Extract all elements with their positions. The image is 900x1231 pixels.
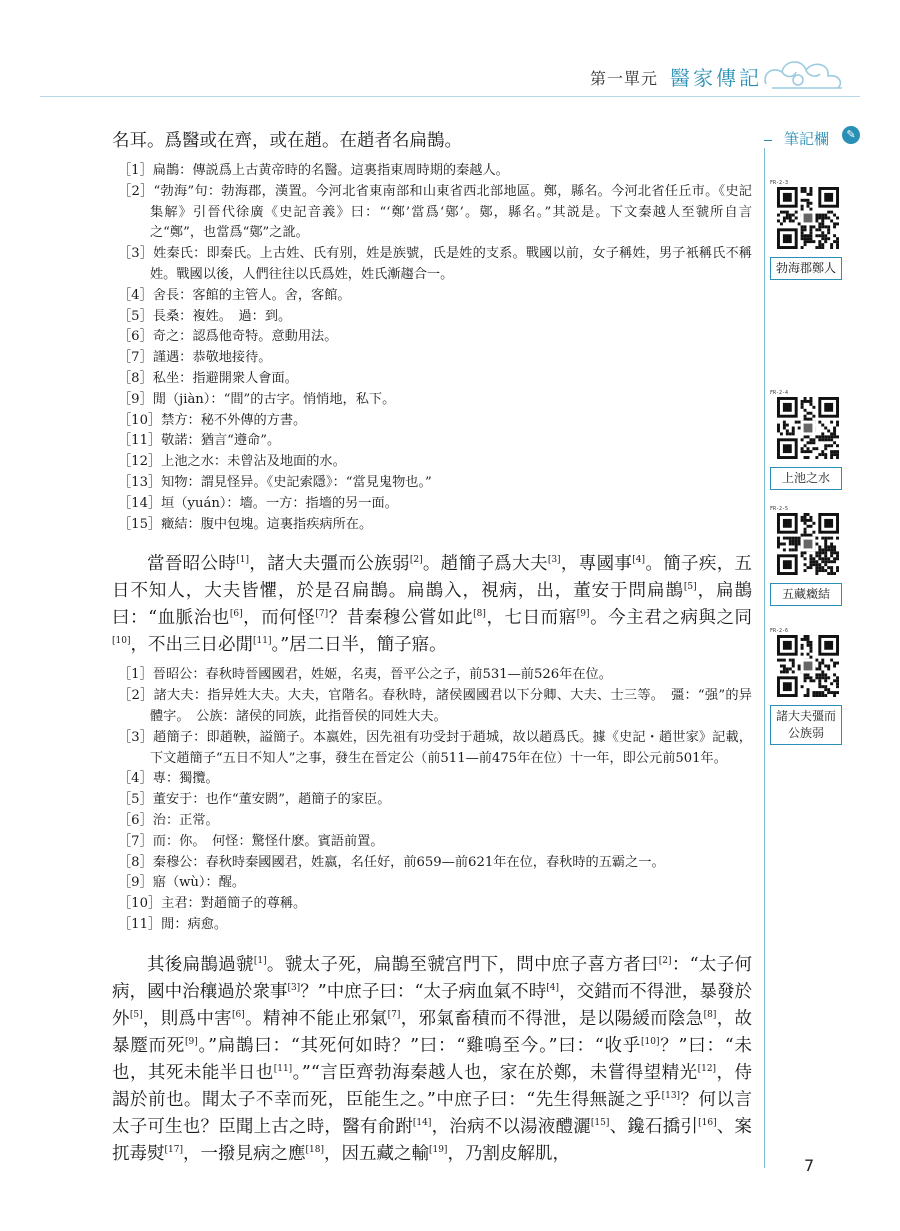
- annotation-note: ［2］諸大夫：指异姓大夫。大夫，官階名。春秋時，諸侯國國君以下分卿、大夫、士三等。 彊：“强”的异體字。 公族：諸侯的同族，此指晉侯的同姓大夫。: [118, 688, 752, 724]
- footnote-marker: [11]: [252, 636, 272, 647]
- annotation-note: ［4］專：獨攬。: [118, 771, 219, 787]
- footnote-marker: [7]: [387, 1009, 401, 1020]
- sidebar-line: [764, 148, 765, 1168]
- footnote-marker: [5]: [683, 582, 697, 593]
- text-segment: ，不出三日必閒: [130, 635, 253, 656]
- chapter-title: 醫家傳記: [670, 66, 762, 90]
- footnote-marker: [18]: [305, 1144, 324, 1155]
- annotation-note: ［10］主君：對趙簡子的尊稱。: [118, 896, 307, 912]
- main-text: [112, 128, 752, 1168]
- footnote-marker: [4]: [546, 982, 560, 993]
- unit-label: 第一單元: [590, 69, 659, 88]
- footnote-marker: [3]: [287, 982, 301, 993]
- annotation-note: ［8］私坐：指避開衆人會面。: [118, 370, 298, 386]
- block2-text: [112, 551, 752, 659]
- annotation-note: ［3］姓秦氏：即秦氏。上古姓、氏有别，姓是族號，氏是姓的支系。戰國以前，女子稱姓，男子衹稱氏不稱姓。戰國以後，人們往往以氏爲姓，姓氏漸趨合一。: [118, 246, 752, 282]
- annotation-note: ［5］董安于：也作“董安閼”，趙簡子的家臣。: [118, 792, 391, 808]
- annotation-note: ［15］癥結：腹中包塊。這裏指疾病所在。: [118, 516, 373, 532]
- sidebar-title: 筆記欄: [784, 130, 830, 148]
- text-segment: ，諸大夫彊而公族弱: [248, 554, 410, 575]
- text-segment: ？”曰：“未也，其死未能半日也: [112, 1035, 752, 1083]
- annotation-note: ［7］謹遇：恭敬地接待。: [118, 350, 272, 366]
- text-segment: ，一撥見病之應: [182, 1143, 306, 1164]
- footnote-marker: [1]: [253, 955, 267, 966]
- text-segment: 。”居二日半，簡子寤。: [271, 635, 447, 656]
- text-segment: ，因五藏之輸: [323, 1143, 429, 1164]
- pen-icon: ✎: [842, 126, 860, 144]
- qr-code-icon[interactable]: [777, 513, 839, 575]
- text-segment: ？昔秦穆公嘗如此: [328, 608, 474, 629]
- qr-label: 五藏癥結: [770, 583, 842, 606]
- block1-notes: [118, 161, 752, 535]
- footnote-marker: [4]: [632, 555, 646, 566]
- page-number: 7: [804, 1156, 815, 1175]
- footnote-marker: [13]: [661, 1090, 681, 1101]
- qr-code-icon[interactable]: [777, 397, 839, 459]
- text-segment: ？何以言太子可生也？臣聞上古之時，醫有俞跗: [112, 1089, 752, 1137]
- text-segment: ：“太子何病，國中治穰過於衆事: [112, 954, 753, 1002]
- annotation-note: ［2］“勃海”句：勃海郡，漢置。今河北省東南部和山東省西北部地區。鄭，縣名。今河北省任丘市。《史記集解》引晉代徐廣《史記音義》曰：“‘鄭’當爲‘鄚’。鄚，縣名。”其説是。下文秦越人至虢所自言之“鄭”，也當爲“鄚”之訛。: [118, 183, 752, 241]
- footnote-marker: [1]: [236, 555, 249, 566]
- page-header: [0, 0, 900, 110]
- footnote-marker: [5]: [129, 1009, 143, 1020]
- footnote-marker: [2]: [658, 955, 672, 966]
- annotation-note: ［9］閒（jiàn）：“間”的古字。悄悄地，私下。: [118, 391, 396, 407]
- text-segment: ，侍謁於前也。聞太子不幸而死，臣能生之。”中庶子曰：“先生得無誕之乎: [112, 1062, 752, 1110]
- notes-sidebar: [764, 128, 874, 1168]
- footnote-marker: [2]: [409, 555, 423, 566]
- annotation-note: ［5］長桑：複姓。 過：到。: [118, 308, 292, 324]
- footnote-marker: [9]: [185, 1036, 198, 1047]
- text-segment: 。精神不能止邪氣: [244, 1008, 388, 1029]
- footnote-marker: [8]: [473, 609, 486, 620]
- footnote-marker: [10]: [641, 1036, 660, 1047]
- text-segment: ，扁鵲曰：“血脈治也: [112, 581, 753, 629]
- annotation-note: ［11］敬諾：猶言“遵命”。: [118, 433, 281, 449]
- footnote-marker: [12]: [697, 1063, 717, 1074]
- footnote-marker: [8]: [703, 1009, 717, 1020]
- annotation-note: ［1］晉昭公：春秋時晉國國君，姓姬，名夷，晉平公之子，前531—前526年在位。: [118, 667, 612, 683]
- qr-card[interactable]: [770, 180, 842, 280]
- block1-text: 名耳。爲醫或在齊，或在趙。在趙者名扁鵲。: [112, 131, 462, 151]
- text-segment: 。”扁鵲曰：“其死何如時？”曰：“雞鳴至今。”曰：“收乎: [197, 1035, 642, 1056]
- text-segment: ，而何怪: [242, 608, 316, 629]
- footnote-marker: [10]: [112, 636, 131, 647]
- text-segment: 。簡子疾，五日不知人，大夫皆懼，於是召扁鵲。扁鵲入，視病，出，董安于問扁鵲: [112, 554, 753, 602]
- footnote-marker: [19]: [428, 1144, 448, 1155]
- footnote-marker: [3]: [547, 555, 561, 566]
- text-segment: ，則爲中害: [142, 1008, 232, 1029]
- qr-code-icon[interactable]: [777, 635, 839, 697]
- text-segment: ，治病不以湯液醴灑: [431, 1116, 591, 1137]
- annotation-note: ［8］秦穆公：春秋時秦國國君，姓嬴，名任好，前659—前621年在位，春秋時的五霸之一。: [118, 854, 665, 870]
- text-segment: 、鑱石撟引: [609, 1116, 699, 1137]
- qr-code-icon[interactable]: [777, 187, 839, 249]
- block3-text: [112, 952, 752, 1168]
- annotation-note: ［13］知物：謂見怪异。《史記索隱》：“當見鬼物也。”: [118, 474, 432, 490]
- annotation-note: ［14］垣（yuán）：墻。一方：指墻的另一面。: [118, 495, 398, 511]
- text-segment: ，七日而寤: [485, 608, 577, 629]
- annotation-note: ［6］奇之：認爲他奇特。意動用法。: [118, 329, 338, 345]
- text-segment: 。趙簡子爲大夫: [422, 554, 548, 575]
- qr-label: 上池之水: [770, 467, 842, 490]
- qr-card[interactable]: [770, 506, 842, 606]
- text-segment: 當晉昭公時: [147, 554, 237, 575]
- annotation-note: ［10］禁方：秘不外傳的方書。: [118, 412, 307, 428]
- text-segment: 。今主君之病與之同: [589, 608, 753, 629]
- qr-code-id: FR-2-4: [770, 390, 789, 396]
- annotation-note: ［3］趙簡子：即趙鞅，謚簡子。本嬴姓，因先祖有功受封于趙城，故以趙爲氏。據《史記・趙世家》記載，下文趙簡子“五日不知人”之事，發生在晉定公（前511—前475年在位）十一年，即公元前501年。: [118, 729, 752, 766]
- text-segment: ，專國事: [560, 554, 633, 575]
- qr-card[interactable]: [770, 390, 842, 490]
- text-segment: 。虢太子死，扁鵲至虢宫門下，問中庶子喜方者曰: [266, 954, 659, 975]
- text-segment: 。”“言臣齊勃海秦越人也，家在於鄭，未嘗得望精光: [292, 1062, 698, 1083]
- annotation-note: ［12］上池之水：未曾沾及地面的水。: [118, 454, 346, 470]
- block2-notes: [118, 665, 752, 935]
- footnote-marker: [9]: [576, 609, 590, 620]
- text-segment: 其後扁鵲過虢: [147, 954, 254, 975]
- text-segment: ？”中庶子曰：“太子病血氣不時: [300, 981, 547, 1002]
- qr-label: 諸大夫彊而公族弱: [770, 705, 842, 745]
- footnote-marker: [17]: [164, 1144, 183, 1155]
- text-segment: ，邪氣畜積而不得泄，是以陽緩而陰急: [400, 1008, 704, 1029]
- text-segment: 、案扤毒熨: [112, 1116, 753, 1164]
- qr-code-id: FR-2-6: [770, 628, 789, 634]
- qr-card[interactable]: [770, 628, 842, 745]
- footnote-marker: [11]: [273, 1063, 293, 1074]
- text-segment: ，交錯而不得泄，暴發於外: [112, 981, 753, 1029]
- qr-code-id: FR-2-3: [770, 180, 789, 186]
- text-segment: ，乃割皮解肌，: [447, 1143, 570, 1164]
- sidebar-rule: [764, 140, 772, 141]
- qr-code-id: FR-2-5: [770, 506, 789, 512]
- text-segment: ，故暴蹷而死: [112, 1008, 753, 1056]
- footnote-marker: [16]: [698, 1117, 717, 1128]
- annotation-note: ［7］而：你。 何怪：驚怪什麽。賓語前置。: [118, 833, 384, 849]
- qr-label: 勃海郡鄭人: [770, 257, 842, 280]
- annotation-note: ［4］舍長：客館的主管人。舍，客館。: [118, 287, 351, 303]
- header-rule: [40, 96, 860, 97]
- annotation-note: ［6］治：正常。: [118, 812, 219, 828]
- footnote-marker: [14]: [412, 1117, 432, 1128]
- footnote-marker: [6]: [232, 1009, 245, 1020]
- annotation-note: ［9］寤（wù）：醒。: [118, 875, 246, 891]
- annotation-note: ［11］閒：病愈。: [118, 916, 228, 932]
- footnote-marker: [6]: [229, 609, 243, 620]
- footnote-marker: [7]: [315, 609, 329, 620]
- footnote-marker: [15]: [590, 1117, 610, 1128]
- cloud-ornament-icon: [758, 50, 848, 92]
- annotation-note: ［1］扁鵲：傳説爲上古黄帝時的名醫。這裏指東周時期的秦越人。: [118, 163, 509, 178]
